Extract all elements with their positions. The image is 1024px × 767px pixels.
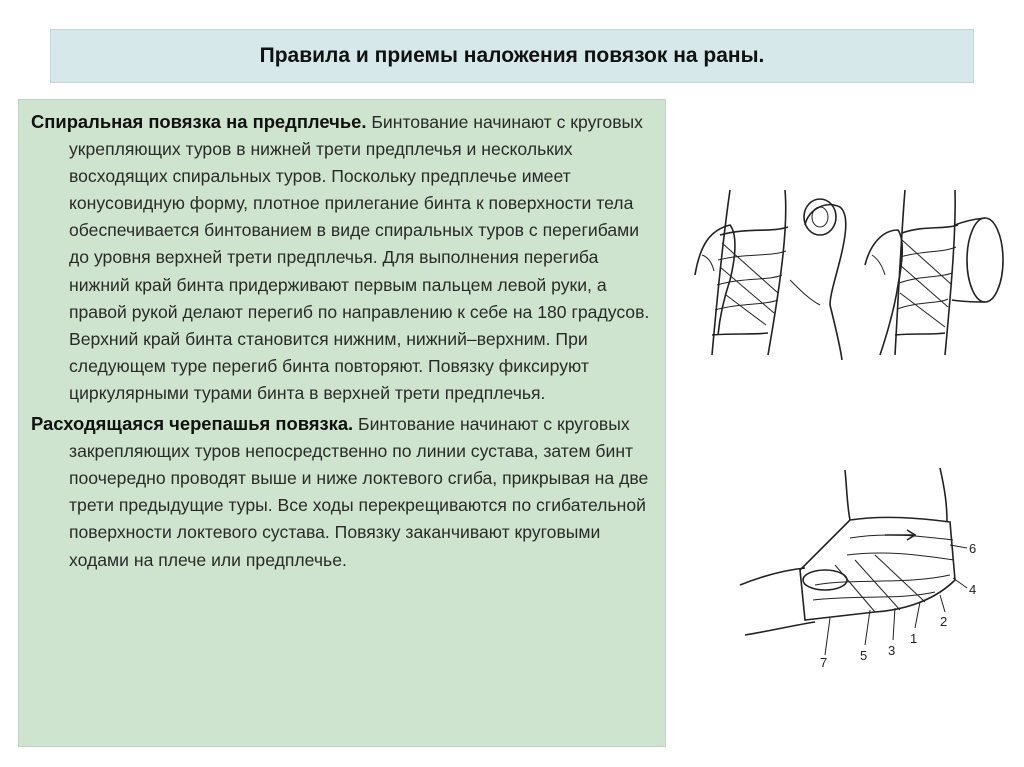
spiral-bandage-illustration	[690, 185, 1010, 365]
text-panel	[18, 99, 666, 747]
section-heading: Спиральная повязка на предплечье.	[31, 111, 367, 132]
label-6: 6	[969, 541, 977, 556]
label-7: 7	[820, 655, 828, 670]
leader-lines	[825, 545, 967, 655]
section-turtle-bandage	[31, 410, 651, 574]
label-4: 4	[969, 582, 977, 597]
label-5: 5	[860, 648, 868, 663]
label-1: 1	[910, 631, 918, 646]
forearm-figure-right	[865, 190, 1003, 355]
section-heading: Расходящаяся черепашья повязка.	[31, 413, 354, 435]
label-3: 3	[888, 643, 896, 658]
forearm-figure-left	[695, 190, 846, 360]
elbow-figure	[740, 468, 955, 635]
turtle-bandage-illustration	[735, 460, 1015, 670]
section-body: Бинтование начинают с круговых укрепляющих туров в нижней трети предплечья и нескольких восходящих спиральных туров. Поскольку предплечье имеет конусовидную форму, плотное прилегание бинта к поверхности тела обеспечивается бинтованием в виде спиральных туров с перегибами до уровня верхней трети предплечья. Для выполнения перегиба нижний край бинта придерживают первым пальцем левой руки, а правой рукой делают перегиб по направлению к себе на 180 градусов. Верхний край бинта становится нижним, нижний–верхним. При следующем туре перегиб бинта повторяют. Повязку фиксируют циркулярными турами бинта в верхней трети предплечья.	[69, 112, 650, 403]
title-bar	[50, 29, 974, 83]
page-title: Правила и приемы наложения повязок на раны.	[259, 44, 765, 67]
section-spiral-bandage	[31, 108, 651, 407]
section-body: Бинтование начинают с круговых закрепляющих туров непосредственно по линии сустава, затем бинт поочередно проводят выше и ниже локтевого сгиба, прикрывая на две трети предыдущие туры. Все ходы перекрещиваются по сгибательной поверхности локтевого сустава. Повязку заканчивают круговыми ходами на плече или предплечье.	[69, 414, 649, 570]
label-2: 2	[940, 614, 948, 629]
